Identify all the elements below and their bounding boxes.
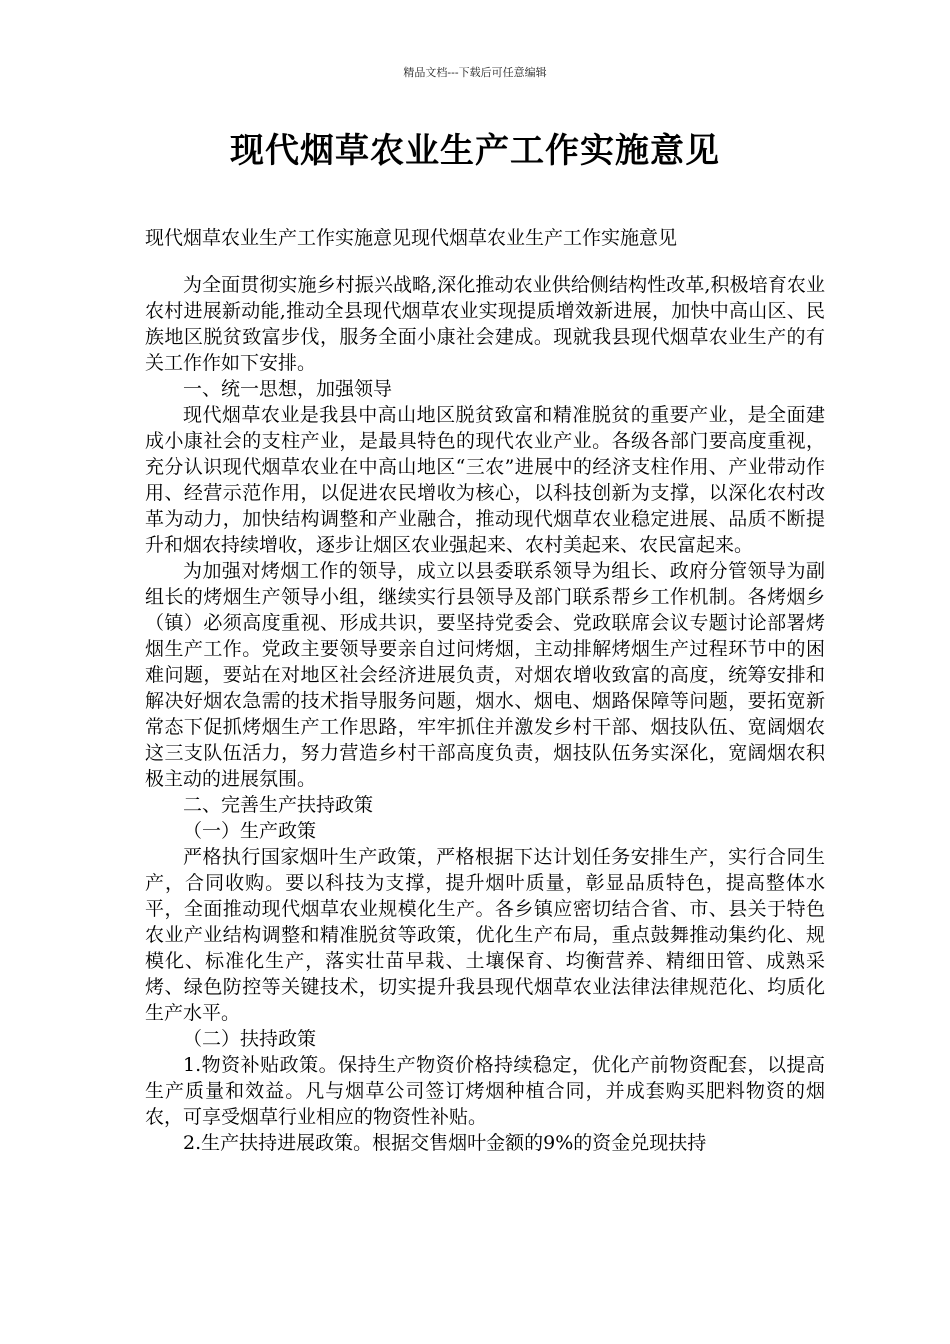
section-heading-1: 一、统一思想，加强领导: [183, 378, 393, 400]
paragraph: 严格执行国家烟叶生产政策，严格根据下达计划任务安排生产，实行合同生产，合同收购。要以科技为支撑，提升烟叶质量，彰显品质特色，提高整体水平，全面推动现代烟草农业规模化生产。各乡镇应密切结合省、市、县关于特色农业产业结构调整和精准脱贫等政策，优化生产布局，重点鼓舞推动集约化、规模化、标准化生产，落实壮苗早栽、土壤保育、均衡营养、精细田管、成熟采烤、绿色防控等关键技术，切实提升我县现代烟草农业法律法律规范化、均质化生产水平。: [145, 846, 825, 1024]
header-note: 精品文档---下载后可任意编辑: [403, 66, 547, 79]
paragraph: 2.生产扶持进展政策。根据交售烟叶金额的9%的资金兑现扶持: [183, 1132, 707, 1154]
paragraph-intro: 为全面贯彻实施乡村振兴战略,深化推动农业供给侧结构性改革,积极培育农业农村进展新动能,推动全县现代烟草农业实现提质增效新进展，加快中高山区、民族地区脱贫致富步伐，服务全面小康社会建成。现就我县现代烟草农业生产的有关工作作如下安排。: [145, 274, 825, 374]
section-heading-2: 二、完善生产扶持政策: [183, 794, 374, 816]
document-body: [145, 272, 825, 1156]
paragraph: 现代烟草农业是我县中高山地区脱贫致富和精准脱贫的重要产业，是全面建成小康社会的支柱产业，是最具特色的现代农业产业。各级各部门要高度重视，充分认识现代烟草农业在中高山地区“三农”进展中的经济支柱作用、产业带动作用、经营示范作用，以促进农民增收为核心，以科技创新为支撑，以深化农村改革为动力，加快结构调整和产业融合，推动现代烟草农业稳定进展、品质不断提升和烟农持续增收，逐步让烟区农业强起来、农村美起来、农民富起来。: [145, 404, 825, 556]
document-subtitle: 现代烟草农业生产工作实施意见现代烟草农业生产工作实施意见: [145, 227, 678, 249]
subsection-heading-2: （二）扶持政策: [183, 1028, 317, 1050]
paragraph: 1.物资补贴政策。保持生产物资价格持续稳定，优化产前物资配套，以提高生产质量和效益。凡与烟草公司签订烤烟种植合同，并成套购买肥料物资的烟农，可享受烟草行业相应的物资性补贴。: [145, 1054, 825, 1128]
paragraph: 为加强对烤烟工作的领导，成立以县委联系领导为组长、政府分管领导为副组长的烤烟生产领导小组，继续实行县领导及部门联系帮乡工作机制。各烤烟乡（镇）必须高度重视、形成共识，要坚持党委会、党政联席会议专题讨论部署烤烟生产工作。党政主要领导要亲自过问烤烟，主动排解烤烟生产过程环节中的困难问题，要站在对地区社会经济进展负责，对烟农增收致富的高度，统筹安排和解决好烟农急需的技术指导服务问题，烟水、烟电、烟路保障等问题，要拓宽新常态下促抓烤烟生产工作思路，牢牢抓住并激发乡村干部、烟技队伍、宽阔烟农这三支队伍活力，努力营造乡村干部高度负责，烟技队伍务实深化，宽阔烟农积极主动的进展氛围。: [145, 560, 825, 790]
subsection-heading-1: （一）生产政策: [183, 820, 317, 842]
document-title: 现代烟草农业生产工作实施意见: [230, 131, 720, 171]
